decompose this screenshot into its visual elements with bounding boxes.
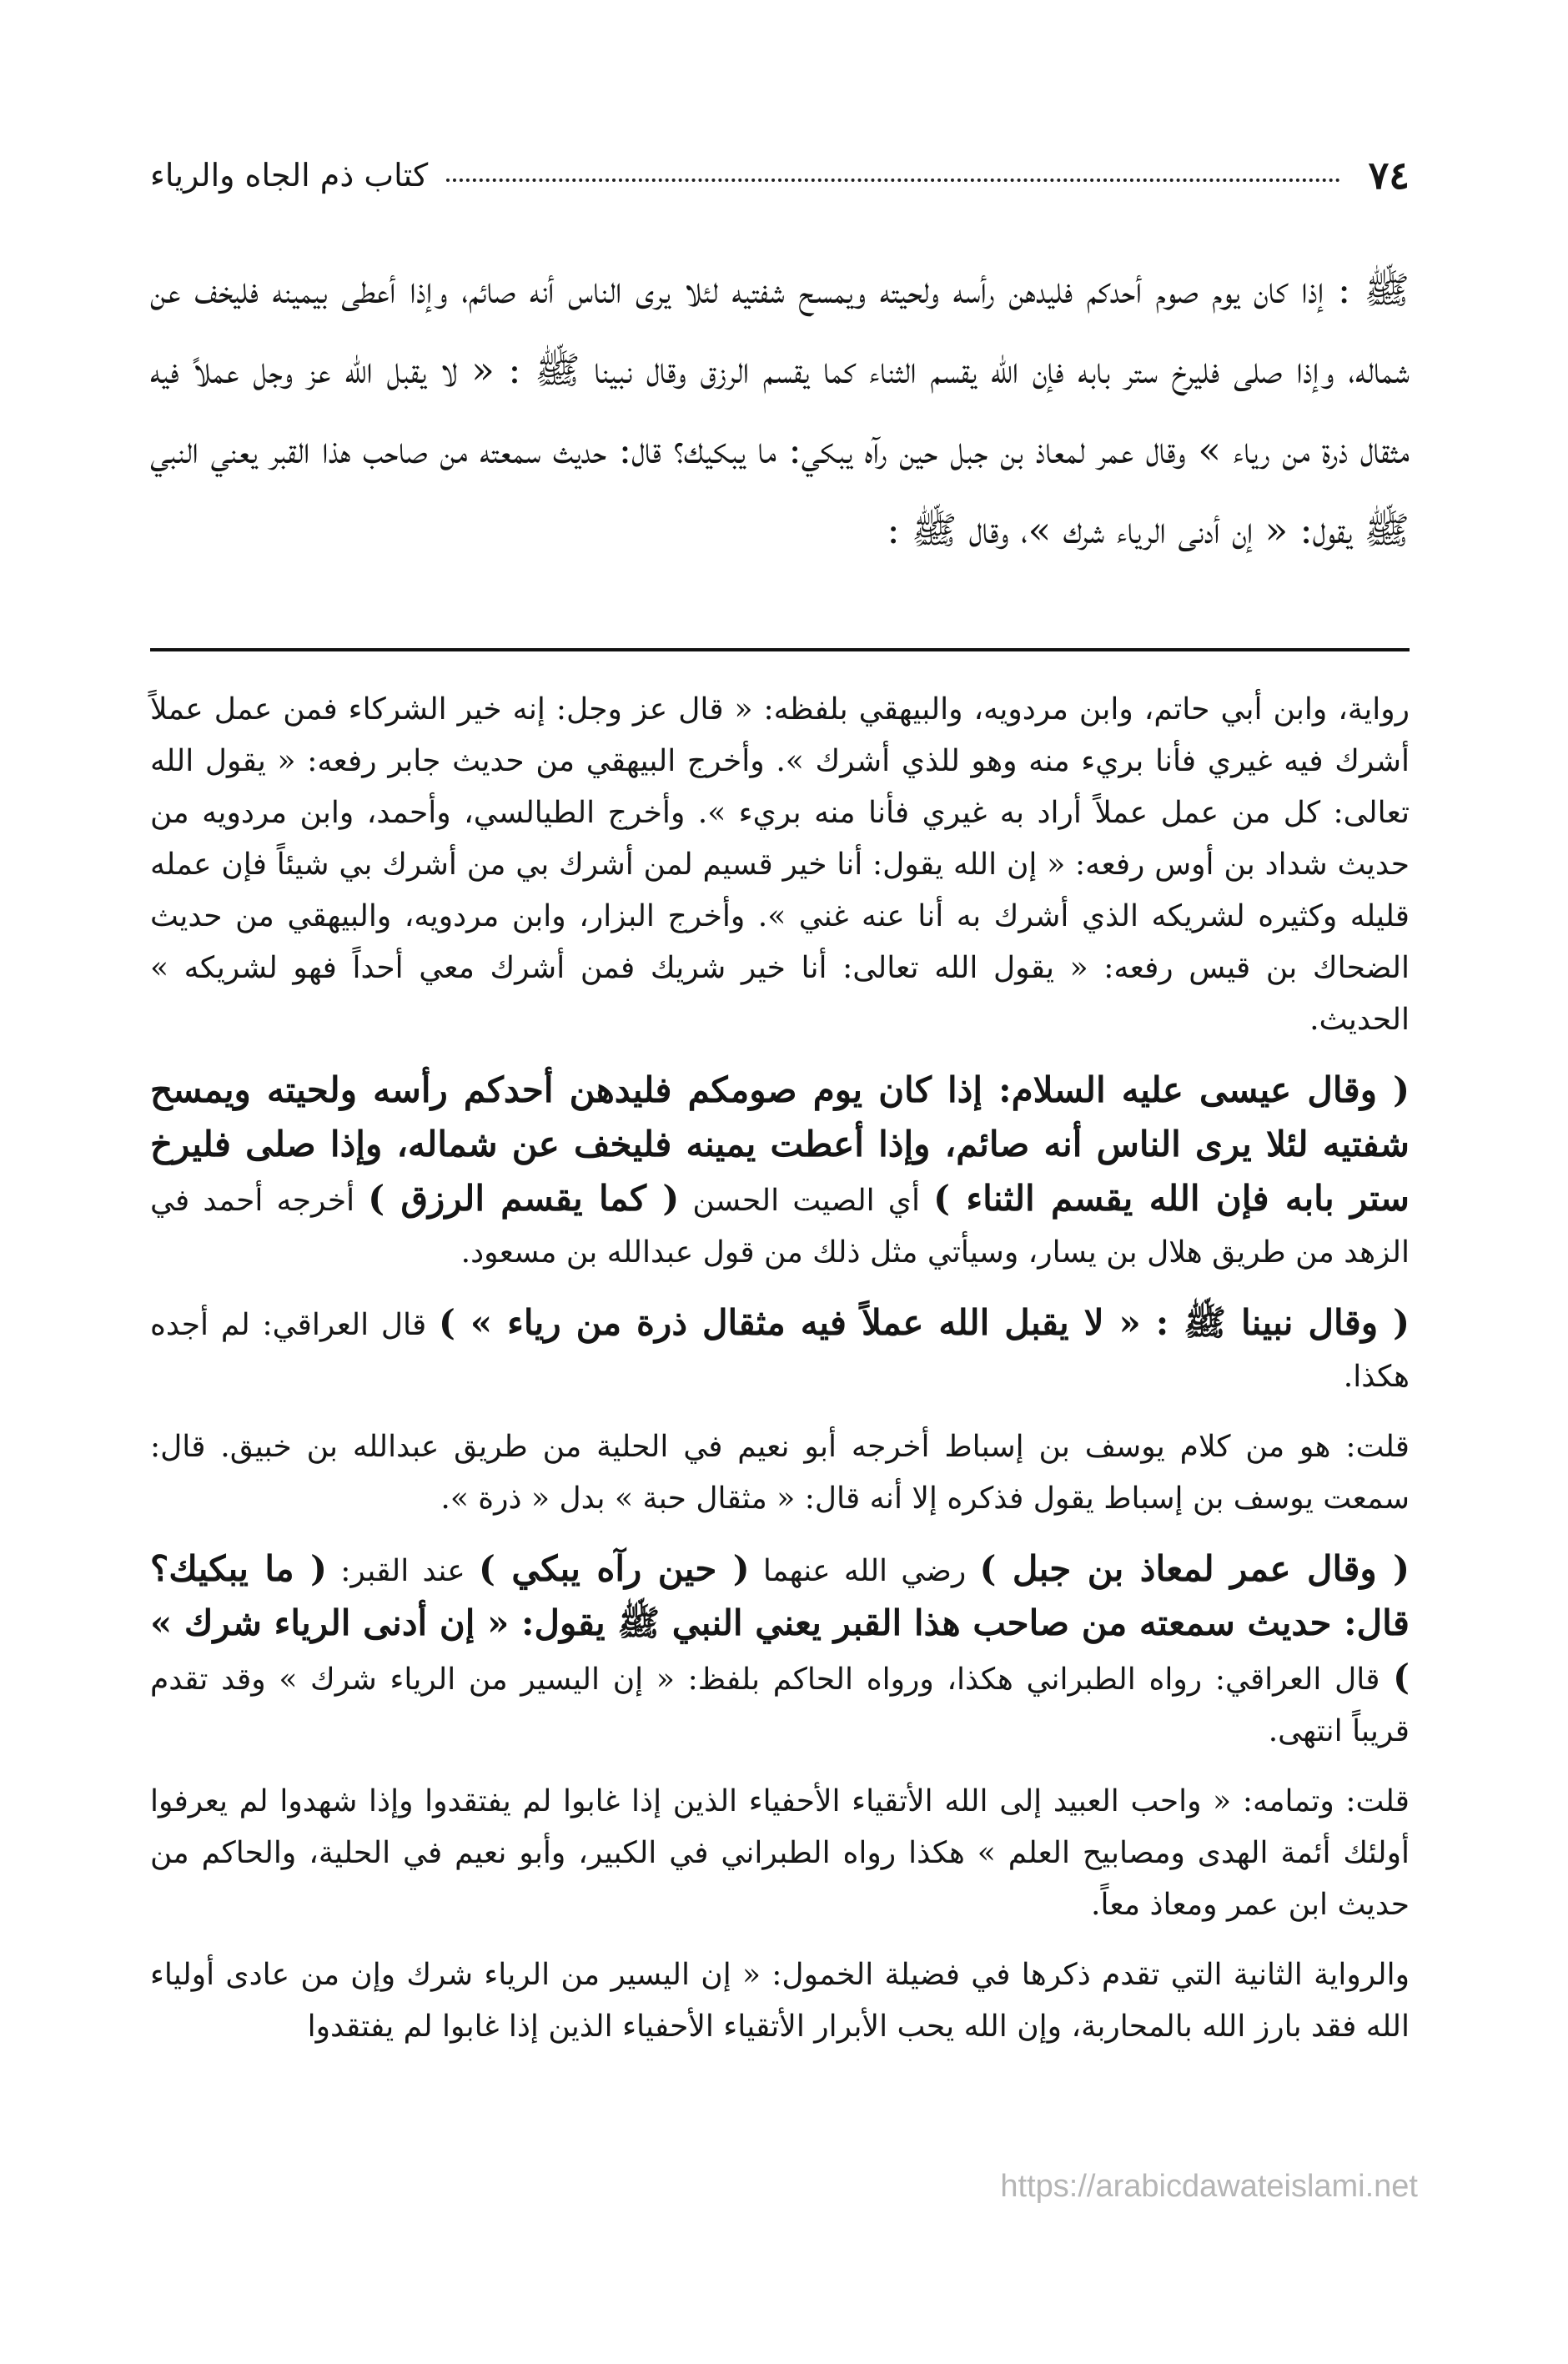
commentary-text: عند القبر: [326, 1554, 480, 1588]
header-dotted-leader [446, 179, 1339, 182]
commentary-paragraph: والرواية الثانية التي تقدم ذكرها في فضيلة الخمول: « إن اليسير من الرياء شرك وإن من عادى أولياء الله فقد بارز الله بالمحاربة، وإن الله يحب الأبرار الأتقياء الأحفياء الذين إذا غابوا لم يفتقدوا [150, 1958, 1410, 2044]
page-number: ٧٤ [1368, 153, 1410, 198]
commentary-paragraph: قلت: هو من كلام يوسف بن إسباط أخرجه أبو نعيم في الحلية من طريق عبدالله بن خبيق. قال: سمعت يوسف بن إسباط يقول فذكره إلا أنه قال: « مثقال حبة » بدل « ذرة ». [150, 1430, 1410, 1516]
quoted-text: ( وقال نبينا ﷺ : « لا يقبل الله عملاً فيه مثقال ذرة من رياء » ) [439, 1302, 1410, 1343]
page-header [150, 142, 1410, 209]
main-text: ﷺ : إذا كان يوم صوم أحدكم فليدهن رأسه ولحيته ويمسح شفتيه لئلا يرى الناس أنه صائم، وإذا أعطى بيمينه فليخف عن شماله، وإذا صلى فليرخ ستر بابه فإن الله يقسم الثناء كما يقسم الرزق وقال نبينا ﷺ : « لا يقبل الله عز وجل عملاً فيه مثقال ذرة من رياء » وقال عمر لمعاذ بن جبل حين رآه يبكي: ما يبكيك؟ قال: حديث سمعته من صاحب هذا القبر يعني النبي ﷺ يقول: « إن أدنى الرياء شرك »، وقال ﷺ : [150, 268, 1410, 552]
commentary-paragraph [150, 1064, 1410, 1279]
commentary-text: رضي الله عنهما [749, 1554, 980, 1588]
commentary-text: قال العراقي: لم أجده هكذا. [150, 1308, 1410, 1394]
footnote-separator [150, 648, 1410, 651]
watermark-url: https://arabicdawateislami.net [1000, 2169, 1418, 2204]
commentary-paragraph [150, 1543, 1410, 1758]
commentary-text: أي الصيت الحسن [679, 1184, 934, 1218]
running-title: كتاب ذم الجاه والرياء [150, 157, 429, 194]
quoted-text: ( وقال عيسى عليه السلام: إذا كان يوم صومكم فليدهن أحدكم رأسه ولحيته ويمسح شفتيه لئلا يرى الناس أنه صائم، وإذا أعطت يمينه فليخف عن شماله، وإذا صلى فليرخ ستر بابه فإن الله يقسم الثناء ) [150, 1069, 1410, 1219]
quoted-text: ( كما يقسم الرزق ) [368, 1178, 680, 1219]
quoted-text: ( حين رآه يبكي ) [479, 1548, 750, 1589]
commentary-paragraph [150, 1297, 1410, 1403]
commentary-paragraph: رواية، وابن أبي حاتم، وابن مردويه، والبيهقي بلفظه: « قال عز وجل: إنه خير الشركاء فمن عمل عملاً أشرك فيه غيري فأنا بريء منه وهو للذي أشرك ». وأخرج البيهقي من حديث جابر رفعه: « يقول الله تعالى: كل من عمل عملاً أراد به غيري فأنا منه بريء ». وأخرج الطيالسي، وأحمد، وابن مردويه من حديث شداد بن أوس رفعه: « إن الله يقول: أنا خير قسيم لمن أشرك بي من أشرك بي شيئاً فإن عمله قليله وكثيره لشريكه الذي أشرك به أنا عنه غني ». وأخرج البزار، وابن مردويه، والبيهقي من حديث الضحاك بن قيس رفعه: « يقول الله تعالى: أنا خير شريك فمن أشرك معي أحداً فهو لشريكه » الحديث. [150, 692, 1410, 1037]
commentary-section [150, 684, 1410, 2071]
commentary-paragraph: قلت: وتمامه: « واحب العبيد إلى الله الأتقياء الأحفياء الذين إذا غابوا لم يفتقدوا وإذا شهدوا لم يعرفوا أولئك أئمة الهدى ومصابيح العلم » هكذا رواه الطبراني في الكبير، وأبو نعيم في الحلية، والحاكم من حديث ابن عمر ومعاذ معاً. [150, 1784, 1410, 1922]
commentary-text: قال العراقي: رواه الطبراني هكذا، ورواه الحاكم بلفظ: « إن اليسير من الرياء شرك » وقد تقدم قريباً انتهى. [150, 1662, 1410, 1748]
commentary-text: أخرجه أحمد في الزهد من طريق هلال بن يسار، وسيأتي مثل ذلك من قول عبدالله بن مسعود. [150, 1184, 1410, 1270]
quoted-text: ( وقال عمر لمعاذ بن جبل ) [979, 1548, 1410, 1589]
quoted-text: ( ما يبكيك؟ قال: حديث سمعته من صاحب هذا القبر يعني النبي ﷺ يقول: « إن أدنى الرياء شرك » ) [150, 1548, 1410, 1698]
